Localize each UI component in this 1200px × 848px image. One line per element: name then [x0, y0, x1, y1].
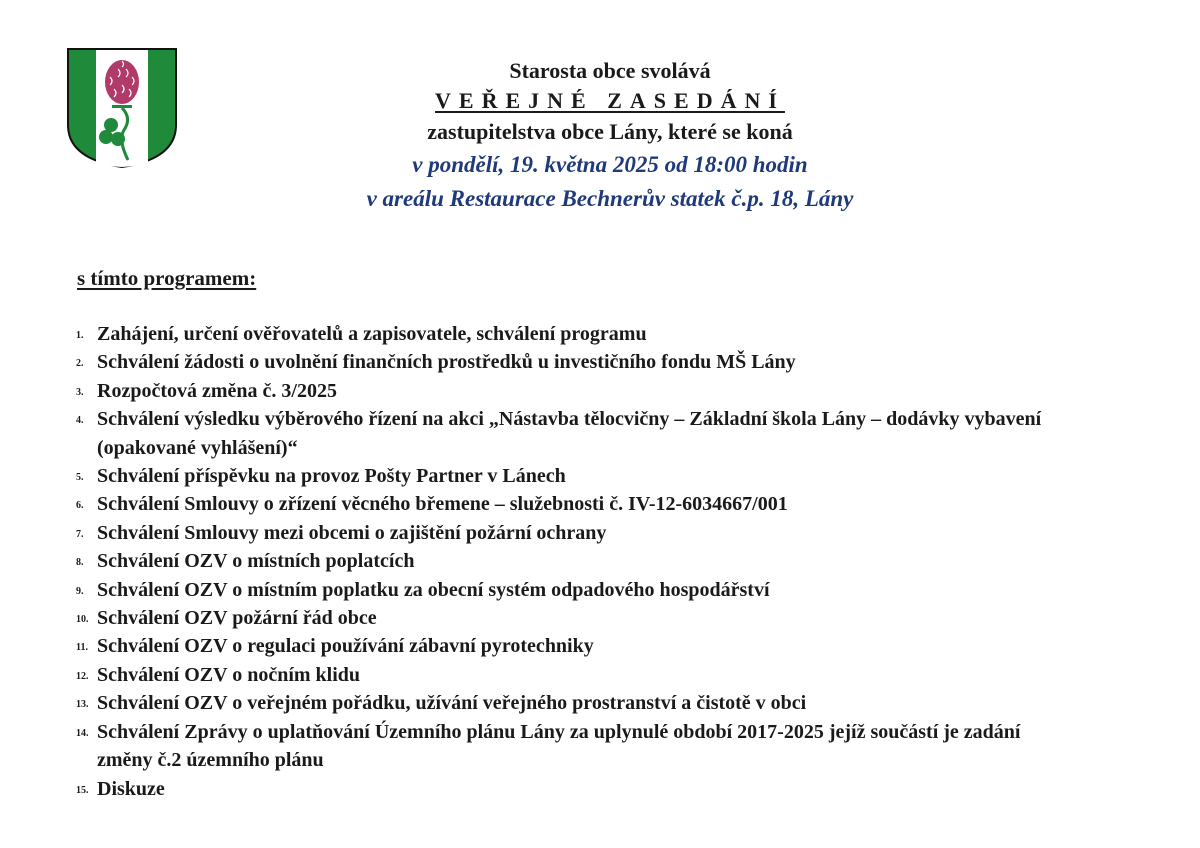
- meeting-title: VEŘEJNÉ ZASEDÁNÍ: [435, 88, 785, 113]
- agenda-item: 5. Schválení příspěvku na provoz Pošty Partner v Lánech: [76, 465, 566, 488]
- agenda-item: 9. Schválení OZV o místním poplatku za obecní systém odpadového hospodářství: [76, 578, 770, 601]
- agenda-item: 13. Schválení OZV o veřejném pořádku, užívání veřejného prostranství a čistotě v obci: [76, 692, 807, 715]
- agenda-item: 2. Schválení žádosti o uvolnění finančních prostředků u investičního fondu MŠ Lány: [76, 351, 796, 374]
- notice-header: [290, 56, 930, 216]
- agenda-item: 11. Schválení OZV o regulaci používání zábavní pyrotechniky: [76, 635, 594, 658]
- agenda-item: 4. Schválení výsledku výběrového řízení na akci „Nástavba tělocvičny – Základní škola Lány – dodávky vybavení (opakované vyhlášení)“: [76, 408, 1042, 459]
- agenda-item: 7. Schválení Smlouvy mezi obcemi o zajištění požární ochrany: [76, 521, 607, 544]
- program-heading: s tímto programem:: [77, 266, 257, 290]
- agenda-list: [76, 320, 1076, 803]
- agenda-item: 14. Schválení Zprávy o uplatňování Územního plánu Lány za uplynulé období 2017-2025 jejíž součástí je zadání změny č.2 územního plánu: [76, 720, 1021, 772]
- clover-crest-icon: [66, 47, 178, 169]
- agenda-item: 6. Schválení Smlouvy o zřízení věcného břemene – služebnosti č. IV-12-6034667/001: [76, 493, 788, 516]
- meeting-venue: v areálu Restaurace Bechnerův statek č.p. 18, Lány: [366, 186, 854, 211]
- agenda-item: 12. Schválení OZV o nočním klidu: [76, 663, 361, 686]
- coat-of-arms: [66, 47, 178, 169]
- agenda-item: 1. Zahájení, určení ověřovatelů a zapisovatele, schválení programu: [76, 323, 647, 345]
- agenda-item: 3. Rozpočtová změna č. 3/2025: [76, 379, 337, 402]
- agenda-item: 10. Schválení OZV požární řád obce: [76, 607, 377, 630]
- convener-line: Starosta obce svolává: [509, 58, 711, 83]
- council-line: zastupitelstva obce Lány, které se koná: [427, 119, 793, 144]
- agenda-item: 15. Diskuze: [76, 777, 165, 800]
- agenda-item: 8. Schválení OZV o místních poplatcích: [76, 550, 415, 573]
- meeting-date: v pondělí, 19. května 2025 od 18:00 hodin: [412, 152, 808, 177]
